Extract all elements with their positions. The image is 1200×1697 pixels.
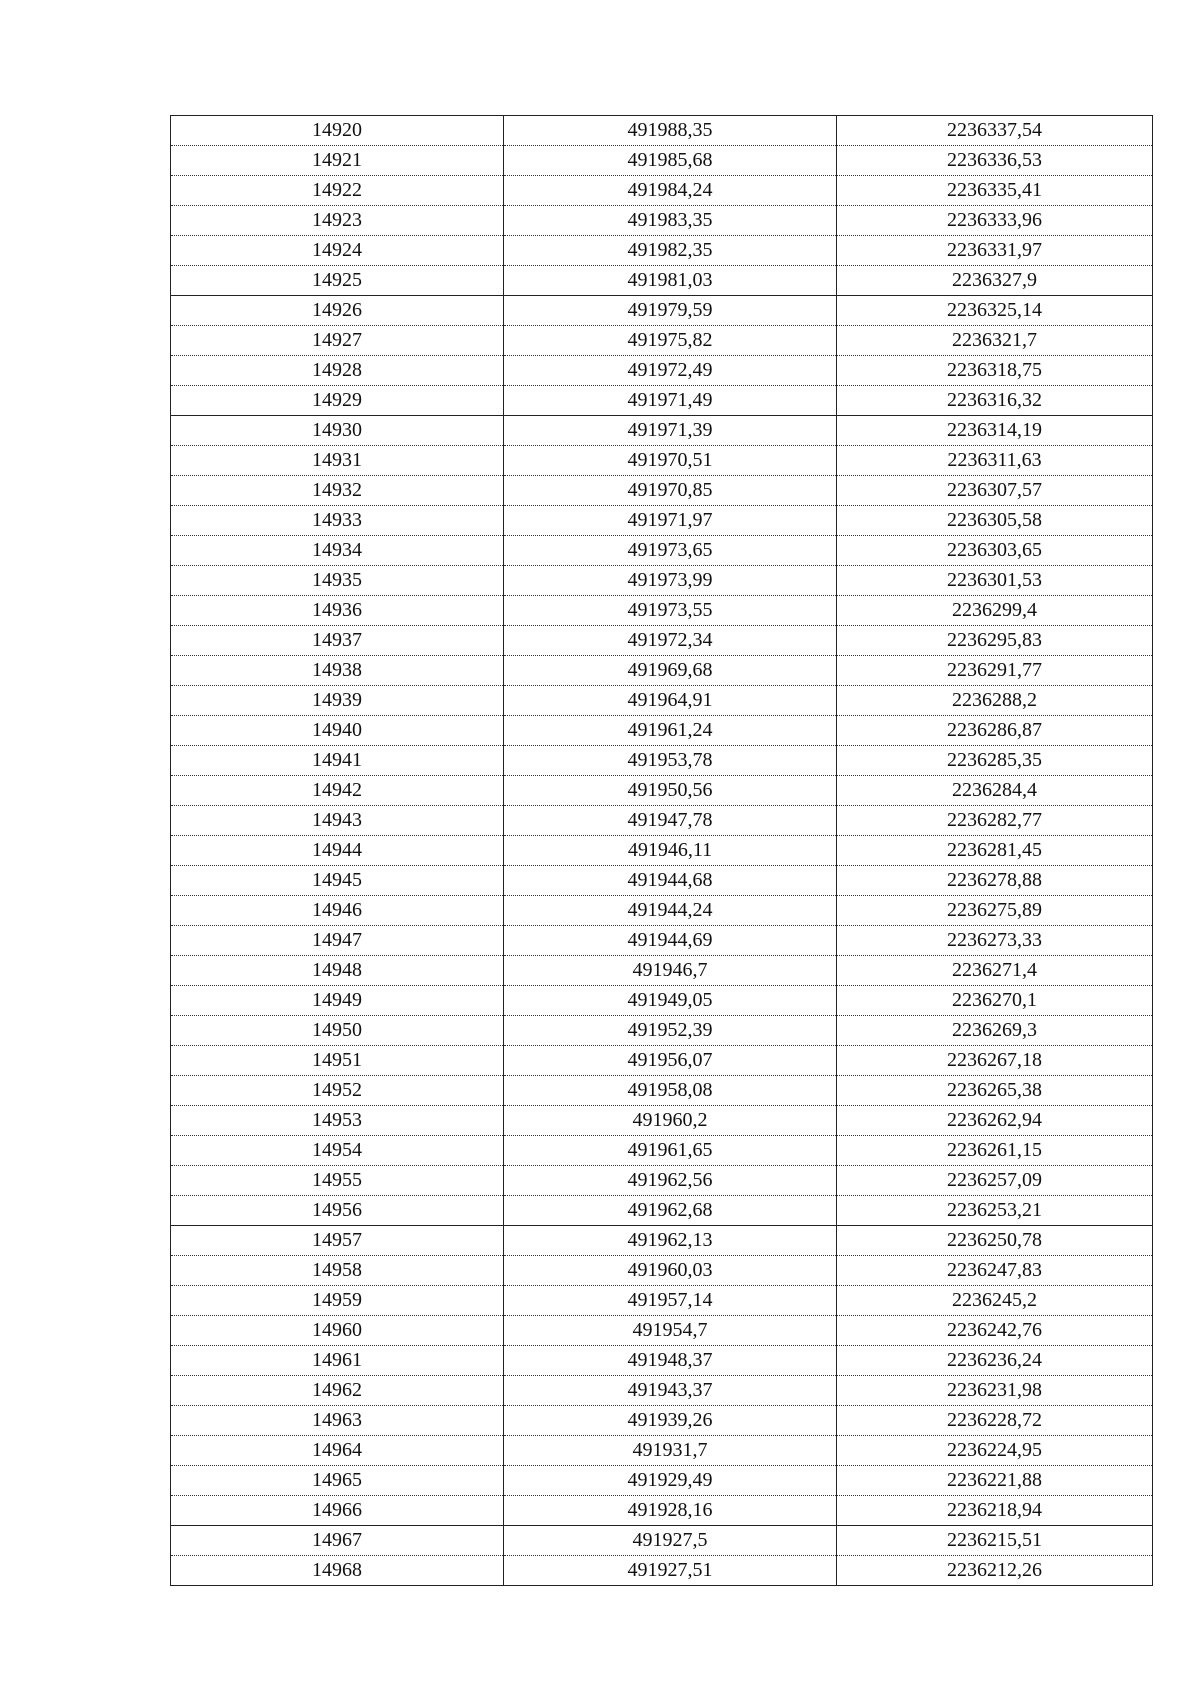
x-coordinate-cell: 491982,35 xyxy=(504,236,837,266)
table-row xyxy=(171,926,1153,956)
y-coordinate-cell: 2236335,41 xyxy=(837,176,1153,206)
point-number-cell: 14938 xyxy=(171,656,504,686)
table-row xyxy=(171,176,1153,206)
point-number-cell: 14965 xyxy=(171,1466,504,1496)
coordinates-table xyxy=(170,115,1153,1586)
x-coordinate-cell: 491969,68 xyxy=(504,656,837,686)
table-row xyxy=(171,296,1153,326)
table-row xyxy=(171,746,1153,776)
y-coordinate-cell: 2236301,53 xyxy=(837,566,1153,596)
table-row xyxy=(171,806,1153,836)
x-coordinate-cell: 491984,24 xyxy=(504,176,837,206)
y-coordinate-cell: 2236299,4 xyxy=(837,596,1153,626)
y-coordinate-cell: 2236228,72 xyxy=(837,1406,1153,1436)
x-coordinate-cell: 491956,07 xyxy=(504,1046,837,1076)
point-number-cell: 14945 xyxy=(171,866,504,896)
table-row xyxy=(171,386,1153,416)
x-coordinate-cell: 491972,49 xyxy=(504,356,837,386)
x-coordinate-cell: 491988,35 xyxy=(504,116,837,146)
point-number-cell: 14932 xyxy=(171,476,504,506)
y-coordinate-cell: 2236331,97 xyxy=(837,236,1153,266)
point-number-cell: 14949 xyxy=(171,986,504,1016)
x-coordinate-cell: 491927,5 xyxy=(504,1526,837,1556)
table-row xyxy=(171,506,1153,536)
point-number-cell: 14947 xyxy=(171,926,504,956)
x-coordinate-cell: 491962,68 xyxy=(504,1196,837,1226)
table-row xyxy=(171,1256,1153,1286)
y-coordinate-cell: 2236333,96 xyxy=(837,206,1153,236)
table-row xyxy=(171,1226,1153,1256)
x-coordinate-cell: 491970,85 xyxy=(504,476,837,506)
point-number-cell: 14946 xyxy=(171,896,504,926)
table-row xyxy=(171,1436,1153,1466)
table-row xyxy=(171,1196,1153,1226)
x-coordinate-cell: 491962,56 xyxy=(504,1166,837,1196)
y-coordinate-cell: 2236273,33 xyxy=(837,926,1153,956)
table-row xyxy=(171,536,1153,566)
x-coordinate-cell: 491983,35 xyxy=(504,206,837,236)
table-row xyxy=(171,956,1153,986)
x-coordinate-cell: 491985,68 xyxy=(504,146,837,176)
table-row xyxy=(171,146,1153,176)
table-row xyxy=(171,626,1153,656)
point-number-cell: 14957 xyxy=(171,1226,504,1256)
x-coordinate-cell: 491927,51 xyxy=(504,1556,837,1586)
x-coordinate-cell: 491953,78 xyxy=(504,746,837,776)
y-coordinate-cell: 2236224,95 xyxy=(837,1436,1153,1466)
y-coordinate-cell: 2236307,57 xyxy=(837,476,1153,506)
x-coordinate-cell: 491960,03 xyxy=(504,1256,837,1286)
x-coordinate-cell: 491973,65 xyxy=(504,536,837,566)
table-row xyxy=(171,1166,1153,1196)
table-row xyxy=(171,206,1153,236)
y-coordinate-cell: 2236270,1 xyxy=(837,986,1153,1016)
y-coordinate-cell: 2236250,78 xyxy=(837,1226,1153,1256)
x-coordinate-cell: 491981,03 xyxy=(504,266,837,296)
y-coordinate-cell: 2236269,3 xyxy=(837,1016,1153,1046)
table-row xyxy=(171,1496,1153,1526)
table-row xyxy=(171,1046,1153,1076)
x-coordinate-cell: 491971,49 xyxy=(504,386,837,416)
x-coordinate-cell: 491939,26 xyxy=(504,1406,837,1436)
x-coordinate-cell: 491950,56 xyxy=(504,776,837,806)
point-number-cell: 14935 xyxy=(171,566,504,596)
table-row xyxy=(171,866,1153,896)
y-coordinate-cell: 2236285,35 xyxy=(837,746,1153,776)
x-coordinate-cell: 491954,7 xyxy=(504,1316,837,1346)
x-coordinate-cell: 491943,37 xyxy=(504,1376,837,1406)
table-row xyxy=(171,446,1153,476)
x-coordinate-cell: 491944,69 xyxy=(504,926,837,956)
coordinates-table-body xyxy=(171,116,1153,1586)
table-row xyxy=(171,896,1153,926)
y-coordinate-cell: 2236282,77 xyxy=(837,806,1153,836)
table-row xyxy=(171,1466,1153,1496)
y-coordinate-cell: 2236316,32 xyxy=(837,386,1153,416)
point-number-cell: 14920 xyxy=(171,116,504,146)
table-row xyxy=(171,416,1153,446)
x-coordinate-cell: 491972,34 xyxy=(504,626,837,656)
x-coordinate-cell: 491964,91 xyxy=(504,686,837,716)
y-coordinate-cell: 2236286,87 xyxy=(837,716,1153,746)
point-number-cell: 14962 xyxy=(171,1376,504,1406)
x-coordinate-cell: 491957,14 xyxy=(504,1286,837,1316)
point-number-cell: 14954 xyxy=(171,1136,504,1166)
table-row xyxy=(171,1076,1153,1106)
point-number-cell: 14953 xyxy=(171,1106,504,1136)
y-coordinate-cell: 2236265,38 xyxy=(837,1076,1153,1106)
y-coordinate-cell: 2236247,83 xyxy=(837,1256,1153,1286)
y-coordinate-cell: 2236261,15 xyxy=(837,1136,1153,1166)
table-row xyxy=(171,1016,1153,1046)
table-row xyxy=(171,236,1153,266)
x-coordinate-cell: 491952,39 xyxy=(504,1016,837,1046)
point-number-cell: 14960 xyxy=(171,1316,504,1346)
point-number-cell: 14942 xyxy=(171,776,504,806)
x-coordinate-cell: 491948,37 xyxy=(504,1346,837,1376)
point-number-cell: 14933 xyxy=(171,506,504,536)
point-number-cell: 14968 xyxy=(171,1556,504,1586)
x-coordinate-cell: 491949,05 xyxy=(504,986,837,1016)
point-number-cell: 14944 xyxy=(171,836,504,866)
y-coordinate-cell: 2236278,88 xyxy=(837,866,1153,896)
x-coordinate-cell: 491973,55 xyxy=(504,596,837,626)
point-number-cell: 14941 xyxy=(171,746,504,776)
y-coordinate-cell: 2236271,4 xyxy=(837,956,1153,986)
x-coordinate-cell: 491970,51 xyxy=(504,446,837,476)
x-coordinate-cell: 491960,2 xyxy=(504,1106,837,1136)
point-number-cell: 14959 xyxy=(171,1286,504,1316)
point-number-cell: 14940 xyxy=(171,716,504,746)
point-number-cell: 14928 xyxy=(171,356,504,386)
point-number-cell: 14951 xyxy=(171,1046,504,1076)
table-row xyxy=(171,836,1153,866)
table-row xyxy=(171,716,1153,746)
x-coordinate-cell: 491929,49 xyxy=(504,1466,837,1496)
x-coordinate-cell: 491928,16 xyxy=(504,1496,837,1526)
x-coordinate-cell: 491971,97 xyxy=(504,506,837,536)
point-number-cell: 14937 xyxy=(171,626,504,656)
point-number-cell: 14955 xyxy=(171,1166,504,1196)
point-number-cell: 14936 xyxy=(171,596,504,626)
point-number-cell: 14934 xyxy=(171,536,504,566)
point-number-cell: 14950 xyxy=(171,1016,504,1046)
table-row xyxy=(171,1556,1153,1586)
table-row xyxy=(171,1346,1153,1376)
table-row xyxy=(171,476,1153,506)
point-number-cell: 14943 xyxy=(171,806,504,836)
y-coordinate-cell: 2236236,24 xyxy=(837,1346,1153,1376)
y-coordinate-cell: 2236288,2 xyxy=(837,686,1153,716)
table-row xyxy=(171,116,1153,146)
x-coordinate-cell: 491944,68 xyxy=(504,866,837,896)
point-number-cell: 14963 xyxy=(171,1406,504,1436)
x-coordinate-cell: 491958,08 xyxy=(504,1076,837,1106)
table-row xyxy=(171,776,1153,806)
point-number-cell: 14924 xyxy=(171,236,504,266)
point-number-cell: 14931 xyxy=(171,446,504,476)
y-coordinate-cell: 2236253,21 xyxy=(837,1196,1153,1226)
x-coordinate-cell: 491946,7 xyxy=(504,956,837,986)
table-row xyxy=(171,1136,1153,1166)
y-coordinate-cell: 2236305,58 xyxy=(837,506,1153,536)
point-number-cell: 14966 xyxy=(171,1496,504,1526)
point-number-cell: 14922 xyxy=(171,176,504,206)
x-coordinate-cell: 491971,39 xyxy=(504,416,837,446)
y-coordinate-cell: 2236284,4 xyxy=(837,776,1153,806)
y-coordinate-cell: 2236245,2 xyxy=(837,1286,1153,1316)
table-row xyxy=(171,1406,1153,1436)
table-row xyxy=(171,596,1153,626)
point-number-cell: 14923 xyxy=(171,206,504,236)
y-coordinate-cell: 2236303,65 xyxy=(837,536,1153,566)
table-row xyxy=(171,986,1153,1016)
point-number-cell: 14952 xyxy=(171,1076,504,1106)
point-number-cell: 14925 xyxy=(171,266,504,296)
point-number-cell: 14964 xyxy=(171,1436,504,1466)
table-row xyxy=(171,1106,1153,1136)
x-coordinate-cell: 491975,82 xyxy=(504,326,837,356)
x-coordinate-cell: 491961,65 xyxy=(504,1136,837,1166)
table-row xyxy=(171,656,1153,686)
y-coordinate-cell: 2236267,18 xyxy=(837,1046,1153,1076)
x-coordinate-cell: 491944,24 xyxy=(504,896,837,926)
table-row xyxy=(171,1316,1153,1346)
y-coordinate-cell: 2236212,26 xyxy=(837,1556,1153,1586)
point-number-cell: 14921 xyxy=(171,146,504,176)
y-coordinate-cell: 2236221,88 xyxy=(837,1466,1153,1496)
table-row xyxy=(171,686,1153,716)
y-coordinate-cell: 2236311,63 xyxy=(837,446,1153,476)
y-coordinate-cell: 2236325,14 xyxy=(837,296,1153,326)
x-coordinate-cell: 491961,24 xyxy=(504,716,837,746)
table-row xyxy=(171,566,1153,596)
y-coordinate-cell: 2236336,53 xyxy=(837,146,1153,176)
table-row xyxy=(171,356,1153,386)
y-coordinate-cell: 2236314,19 xyxy=(837,416,1153,446)
point-number-cell: 14948 xyxy=(171,956,504,986)
point-number-cell: 14926 xyxy=(171,296,504,326)
y-coordinate-cell: 2236291,77 xyxy=(837,656,1153,686)
y-coordinate-cell: 2236295,83 xyxy=(837,626,1153,656)
table-row xyxy=(171,266,1153,296)
y-coordinate-cell: 2236321,7 xyxy=(837,326,1153,356)
point-number-cell: 14927 xyxy=(171,326,504,356)
y-coordinate-cell: 2236231,98 xyxy=(837,1376,1153,1406)
x-coordinate-cell: 491946,11 xyxy=(504,836,837,866)
x-coordinate-cell: 491979,59 xyxy=(504,296,837,326)
y-coordinate-cell: 2236242,76 xyxy=(837,1316,1153,1346)
y-coordinate-cell: 2236275,89 xyxy=(837,896,1153,926)
x-coordinate-cell: 491947,78 xyxy=(504,806,837,836)
y-coordinate-cell: 2236327,9 xyxy=(837,266,1153,296)
y-coordinate-cell: 2236215,51 xyxy=(837,1526,1153,1556)
point-number-cell: 14958 xyxy=(171,1256,504,1286)
point-number-cell: 14930 xyxy=(171,416,504,446)
point-number-cell: 14956 xyxy=(171,1196,504,1226)
x-coordinate-cell: 491962,13 xyxy=(504,1226,837,1256)
table-row xyxy=(171,1286,1153,1316)
x-coordinate-cell: 491973,99 xyxy=(504,566,837,596)
y-coordinate-cell: 2236337,54 xyxy=(837,116,1153,146)
y-coordinate-cell: 2236318,75 xyxy=(837,356,1153,386)
y-coordinate-cell: 2236281,45 xyxy=(837,836,1153,866)
y-coordinate-cell: 2236257,09 xyxy=(837,1166,1153,1196)
table-row xyxy=(171,1526,1153,1556)
point-number-cell: 14939 xyxy=(171,686,504,716)
table-row xyxy=(171,1376,1153,1406)
point-number-cell: 14929 xyxy=(171,386,504,416)
x-coordinate-cell: 491931,7 xyxy=(504,1436,837,1466)
point-number-cell: 14967 xyxy=(171,1526,504,1556)
y-coordinate-cell: 2236262,94 xyxy=(837,1106,1153,1136)
point-number-cell: 14961 xyxy=(171,1346,504,1376)
y-coordinate-cell: 2236218,94 xyxy=(837,1496,1153,1526)
table-row xyxy=(171,326,1153,356)
